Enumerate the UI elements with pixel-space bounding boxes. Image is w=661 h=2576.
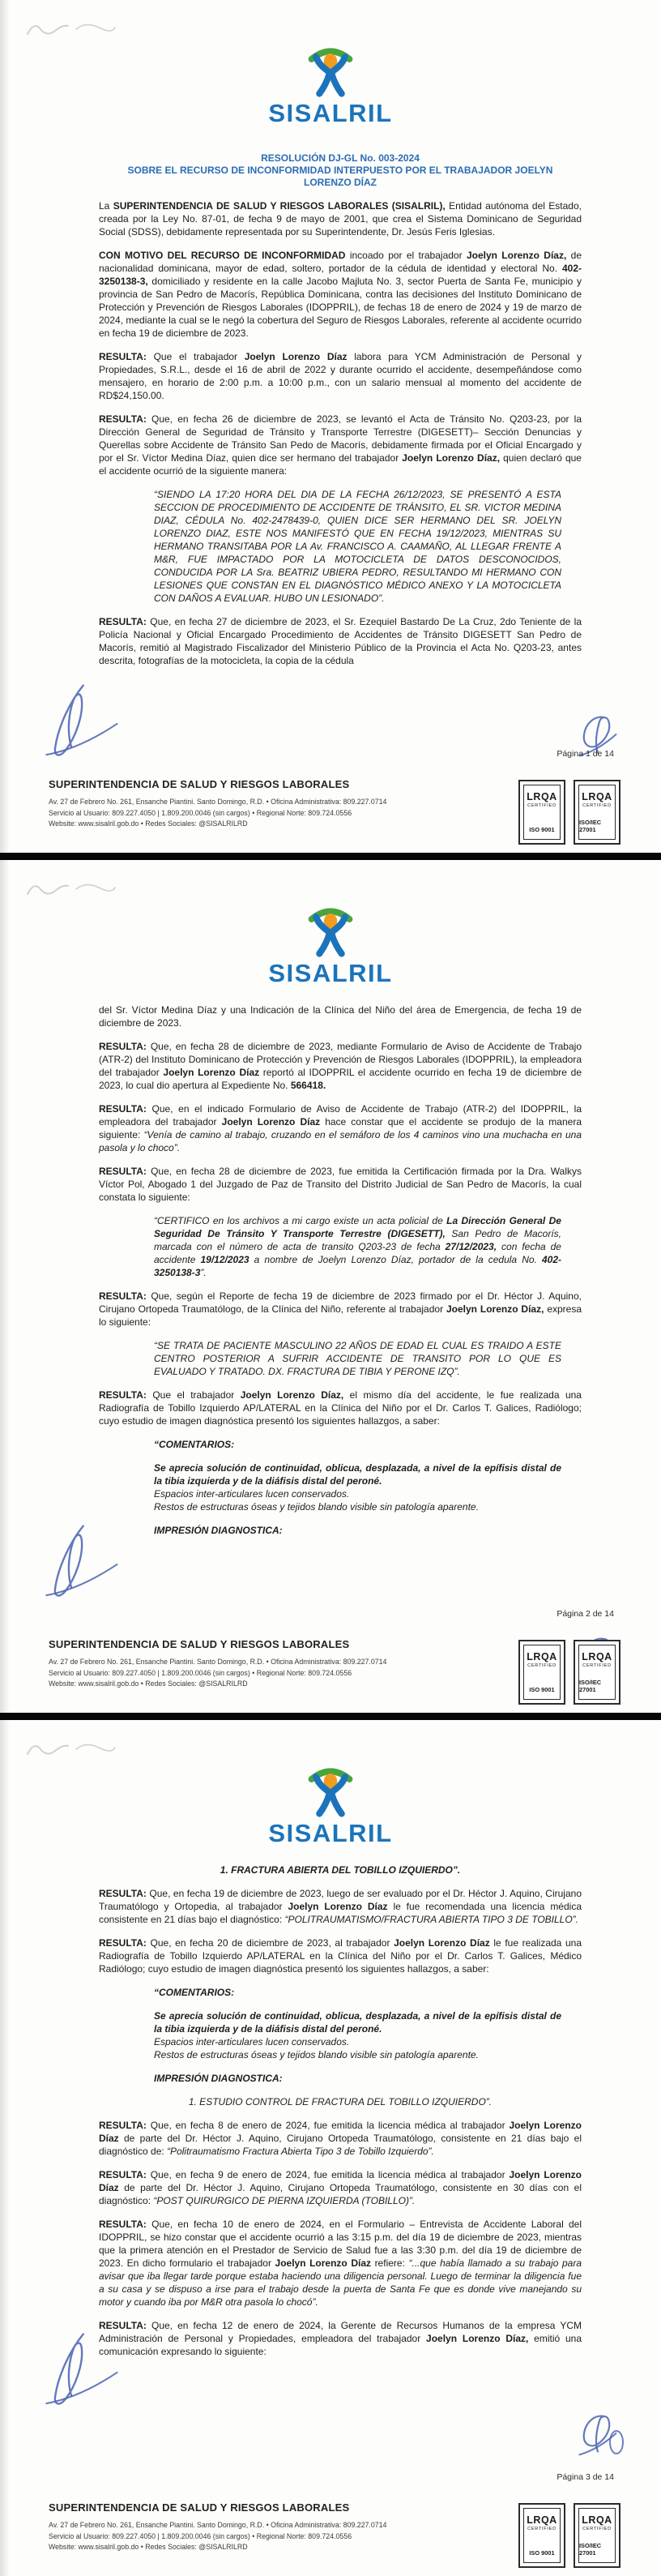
text-run: Que, en fecha 28 de diciembre de 2023, fue emitida la Certificación firmada por la Dra. Walkys Víctor Pol, Abogado 1 del Juzgado de Paz de Transito del Distrito Judicial de San Pedro de Macorís, la cual constata lo siguiente: — [99, 1166, 582, 1203]
block-quote — [154, 1986, 561, 1999]
block-para — [99, 615, 582, 667]
text-line — [99, 165, 582, 177]
document-page — [0, 860, 661, 1713]
text-run: San Pedro de Macorís, marcada con el número de acta de transito Q203-23 de fecha — [154, 1228, 561, 1252]
text-run: Joelyn Lorenzo Díaz, — [466, 250, 567, 261]
badge-brand: LRQA — [527, 1651, 557, 1662]
block-quote — [154, 1214, 561, 1279]
badge-brand: LRQA — [582, 1651, 612, 1662]
footer-address-line: Av. 27 de Febrero No. 261, Ensanche Piantini. Santo Domingo, R.D. • Oficina Administrativa: 809.227.0714 — [49, 1658, 387, 1666]
text-run: Se aprecia solución de continuidad, oblicua, desplazada, a nivel de la epífisis distal de la tibia izquierda y de la diáfisis distal del peroné. — [154, 2010, 561, 2035]
text-run: Que, en fecha 19 de diciembre de 2023, luego de ser evaluado por el Dr. Héctor J. Aquino, Cirujano Traumatólogo y Ortopedia, al trabajador — [99, 1888, 582, 1912]
footer-text-block — [49, 1638, 386, 1690]
page-body — [0, 988, 661, 1537]
text-run: Joelyn Lorenzo Díaz, — [446, 1303, 544, 1315]
pencil-scribble — [23, 873, 120, 901]
badge-cert-name: ISO/IEC 27001 — [579, 2542, 602, 2557]
text-run: del Sr. Víctor Medina Díaz y una Indicación de la Clínica del Niño del área de Emergencia, de fecha 19 de diciembre de 2023. — [99, 1004, 582, 1029]
text-run: “COMENTARIOS: — [154, 1987, 235, 1998]
footer-org-name: SUPERINTENDENCIA DE SALUD Y RIESGOS LABORALES — [49, 2501, 350, 2514]
badge-certified-label: CERTIFIED — [527, 1663, 557, 1668]
text-run: LORENZO DÍAZ — [304, 177, 377, 188]
text-run: 27/12/2023, — [445, 1241, 497, 1252]
text-run: Joelyn Lorenzo Díaz, — [426, 2333, 529, 2344]
text-run: Restos de estructuras óseas y tejidos blando visible sin patología aparente. — [154, 1501, 479, 1513]
pencil-scribble — [23, 1733, 120, 1761]
text-run: RESULTA: — [99, 2320, 147, 2331]
badge-cert-name: ISO 9001 — [529, 2549, 555, 2557]
text-run: La — [99, 200, 113, 212]
page-separator — [0, 853, 661, 860]
badge-cert-name: ISO 9001 — [529, 1686, 555, 1693]
lrqa-iso27001-badge-inner — [578, 2508, 616, 2563]
text-run: IMPRESIÓN DIAGNOSTICA: — [154, 2073, 283, 2084]
text-run: RESOLUCIÓN DJ-GL No. 003-2024 — [261, 152, 420, 164]
block-para — [99, 1389, 582, 1427]
block-para — [99, 249, 582, 340]
text-run: 402-3250138-3 — [154, 1254, 562, 1278]
footer-text-block — [49, 778, 386, 830]
text-run: le fue realizada una Radiografía de Tobillo Izquierdo AP/LATERAL en la Clínica del Niño por el Dr. Carlos T. Galices, Médico Radiólogo; cuyo estudio de imagen diagnóstica presentó los siguientes hallazgos, a saber: — [99, 1937, 582, 1975]
stamp-mark — [604, 2426, 629, 2463]
footer-address-line: Av. 27 de Febrero No. 261, Ensanche Piantini. Santo Domingo, R.D. • Oficina Administrativa: 809.227.0714 — [49, 2521, 387, 2529]
badge-certified-label: CERTIFIED — [582, 2527, 612, 2531]
text-run: Joelyn Lorenzo Díaz — [99, 2120, 582, 2144]
text-run: 19/12/2023 — [200, 1254, 249, 1265]
text-run: “SIENDO LA 17:20 HORA DEL DIA DE LA FECHA 26/12/2023, SE PRESENTÓ A ESTA SECCION DE PROCEDIMIENTO DE ACCIDENTE DE TRÁNSITO, EL SR. VICTOR MEDINA DIAZ, CÉDULA No. 402-2478439-0, QUIEN DICE SER HERMANO DEL SR. JOELYN LORENZO DIAZ, ESTE NOS MANIFESTÓ QUE EN FECHA 19/12/2023, MIENTRAS SU HERMANO TRANSITABA POR LA Av. FRANCISCO A. CAAMAÑO, AL LLEGAR FRENTE A M&R, FUE IMPACTADO POR LA MOTOCICLETA DE DATOS DESCONOCIDOS, CONDUCIDA POR LA Sra. BEATRIZ UBIERA PEDRO, RESULTANDO MI HERMANO CON LESIONES QUE CONSTAN EN EL DIAGNÓSTICO MÉDICO ANEXO Y LA MOTOCICLETA CON DAÑOS A EVALUAR. HUBO UN LESIONADO”. — [154, 489, 561, 604]
text-run: RESULTA: — [99, 1937, 147, 1949]
text-run: hace constar que el accidente se produjo de la manera siguiente: — [99, 1116, 582, 1140]
text-run: incoado por el trabajador — [345, 250, 467, 261]
block-para — [99, 1040, 582, 1092]
lrqa-iso9001-badge-inner — [523, 2508, 561, 2563]
footer-website-line: Website: www.sisalril.gob.do • Redes Sociales: @SISALRILRD — [49, 2543, 248, 2551]
text-run: Joelyn Lorenzo Díaz — [394, 1937, 490, 1949]
text-run: Espacios inter-articulares lucen conservados. — [154, 2036, 350, 2048]
text-run: Joelyn Lorenzo Díaz — [275, 2257, 371, 2269]
text-run: le fue recomendada una licencia médica consistente en 21 días bajo el diagnóstico: — [99, 1901, 582, 1925]
text-run: RESULTA: — [99, 413, 147, 425]
footer-website-line: Website: www.sisalril.gob.do • Redes Sociales: @SISALRILRD — [49, 819, 248, 828]
sisalril-figure-icon — [304, 1762, 357, 1817]
text-line — [154, 2009, 561, 2035]
badge-brand: LRQA — [527, 2514, 557, 2526]
text-run: SUPERINTENDENCIA DE SALUD Y RIESGOS LABORALES (SISALRIL), — [113, 200, 446, 212]
block-para — [99, 1887, 582, 1926]
block-para — [99, 1290, 582, 1329]
sisalril-figure-icon — [304, 902, 357, 957]
text-run: 402-3250138-3, — [99, 263, 582, 287]
sisalril-logo — [0, 42, 661, 128]
text-run: RESULTA: — [99, 2219, 147, 2230]
footer-address-line: Av. 27 de Febrero No. 261, Ensanche Piantini. Santo Domingo, R.D. • Oficina Administrativa: 809.227.0714 — [49, 798, 387, 806]
text-run: CON MOTIVO DEL RECURSO DE INCONFORMIDAD — [99, 250, 346, 261]
text-run: Joelyn Lorenzo Díaz — [99, 2169, 582, 2193]
text-run: emitió una comunicación expresando lo siguiente: — [99, 2333, 582, 2357]
text-run: refiere: — [371, 2257, 409, 2269]
text-run: RESULTA: — [99, 1103, 147, 1115]
resolution-title — [99, 152, 582, 189]
block-quote — [154, 488, 561, 605]
badge-brand: LRQA — [582, 791, 612, 802]
text-run: “...que había llamado a su trabajo para avisar que iba llegar tarde porque estaba haciendo una diligencia personal. Luego de terminar la diligencia fue a su casa y se dispuso a irse para el trabajo desde la puerta de Santa Fe que es donde vive manejando su motor y cuando iba por M&R otra pasola lo chocó”. — [99, 2257, 582, 2308]
footer-phones-line: Servicio al Usuario: 809.227.4050 | 1.809.200.0046 (sin cargos) • Regional Norte: 809.724.0556 — [49, 808, 352, 817]
text-run: de nacionalidad dominicana, mayor de edad, soltero, portador de la cédula de identidad y electoral No. — [99, 250, 582, 274]
block-quote — [154, 1438, 561, 1451]
text-run: Que, en fecha 26 de diciembre de 2023, se levantó el Acta de Tránsito No. Q203-23, por la Dirección General de Seguridad de Tránsito y Transporte Terrestre (DIGESETT)– Sección Denuncias y Querellas sobre Accidente de Tránsito San Pedo de Macorís, debidamente firmada por el Oficial Encargado y por el Sr. Víctor Medina Díaz, quien dice ser hermano del trabajador — [99, 413, 582, 464]
text-run: RESULTA: — [99, 1888, 147, 1899]
badge-certified-label: CERTIFIED — [527, 803, 557, 808]
text-run: “SE TRATA DE PACIENTE MASCULINO 22 AÑOS DE EDAD EL CUAL ES TRAIDO A ESTE CENTRO POSTERIOR A SUFRIR ACCIDENTE DE TRANSITO POR LO QUE ES EVALUADO Y TRATADO. DX. FRACTURA DE TIBIA Y PERONE IZQ”. — [154, 1340, 561, 1377]
sisalril-figure-icon — [304, 42, 357, 97]
page-footer — [49, 1638, 620, 1705]
text-run: el mismo día del accidente, le fue realizada una Radiografía de Tobillo Izquierdo AP/LATERAL en la Clínica del Niño por el Dr. Carlos T. Galices, Radiólogo; cuyo estudio de imagen diagnóstica presentó los siguientes hallazgos, a saber: — [99, 1389, 582, 1427]
text-run: Que el trabajador — [146, 1389, 241, 1401]
page-number: Página 2 de 14 — [557, 1609, 614, 1619]
text-line — [154, 1461, 561, 1487]
document-page — [0, 1720, 661, 2576]
badge-certified-label: CERTIFIED — [582, 1663, 612, 1668]
footer-phones-line: Servicio al Usuario: 809.227.4050 | 1.809.200.0046 (sin cargos) • Regional Norte: 809.724.0556 — [49, 1668, 352, 1677]
text-run: Que, en fecha 9 de enero de 2024, fue emitida la licencia médica al trabajador — [146, 2169, 510, 2180]
page-body — [0, 1848, 661, 2358]
text-run: expresa lo siguiente: — [99, 1303, 582, 1328]
signature-scribble-left — [41, 1518, 122, 1613]
block-para — [99, 350, 582, 402]
text-run: de parte del Dr. Héctor J. Aquino, Cirujano Ortopeda Traumatólogo, consistente en 30 días con el diagnóstico: — [99, 2182, 582, 2206]
badge-cert-name: ISO/IEC 27001 — [579, 1679, 602, 1693]
text-run: Que, en fecha 10 de enero de 2024, en el Formulario – Entrevista de Accidente Laboral del IDOPPRIL, se hizo constar que el accidente ocurrió a las 3:15 p.m. del día 19 de diciembre de 2023, mientras que la primera atención en el Prestador de Servicio de Salud fue a las 3:30 p.m. del día 19 de diciembre de 2023. En dicho formulario el trabajador — [99, 2219, 582, 2269]
text-run: Joelyn Lorenzo Díaz — [288, 1901, 388, 1912]
text-run: “POLITRAUMATISMO/FRACTURA ABIERTA TIPO 3 DE TOBILLO”. — [284, 1914, 578, 1925]
badge-brand: LRQA — [527, 791, 557, 802]
text-run: Restos de estructuras óseas y tejidos blando visible sin patología aparente. — [154, 2049, 479, 2060]
lrqa-iso9001-badge — [518, 2503, 565, 2568]
badge-certified-label: CERTIFIED — [527, 2527, 557, 2531]
block-para — [99, 2168, 582, 2207]
text-run: 566418. — [290, 1080, 326, 1091]
text-run: ”. — [200, 1267, 207, 1278]
text-run: Joelyn Lorenzo Díaz — [163, 1067, 260, 1078]
page-footer — [49, 778, 620, 845]
block-para — [99, 1936, 582, 1975]
block-para — [99, 413, 582, 477]
text-run: Que el trabajador — [146, 351, 245, 362]
text-run: con fecha de accidente — [154, 1241, 561, 1265]
text-line — [154, 2048, 561, 2061]
text-run: RESULTA: — [99, 616, 147, 627]
page-number: Página 3 de 14 — [557, 2472, 614, 2482]
lrqa-iso27001-badge — [574, 780, 620, 845]
text-run: RESULTA: — [99, 1041, 147, 1052]
block-para — [99, 2119, 582, 2158]
text-run: labora para YCM Administración de Personal y Propiedades, S.R.L., desde el 16 de abril de 2022 y durante ocurrido el accidente, desempeñándose como mensajero, en horario de 2:00 p.m. a 10:00 p.m., con un salario mensual al momento del accidente de RD$24,150.00. — [99, 351, 582, 401]
text-run: RESULTA: — [99, 1290, 147, 1302]
block-quote — [154, 1524, 561, 1537]
lrqa-iso27001-badge — [574, 1640, 620, 1705]
text-run: IMPRESIÓN DIAGNOSTICA: — [154, 1525, 283, 1536]
block-para — [99, 1102, 582, 1154]
text-run: 1. ESTUDIO CONTROL DE FRACTURA DEL TOBILLO IZQUIERDO”. — [188, 2096, 493, 2107]
block-para — [99, 1165, 582, 1204]
block-quote — [154, 2009, 561, 2061]
lrqa-iso9001-badge — [518, 1640, 565, 1705]
footer-org-name: SUPERINTENDENCIA DE SALUD Y RIESGOS LABORALES — [49, 1638, 350, 1650]
block-para — [99, 1003, 582, 1029]
block-quote — [154, 1461, 561, 1513]
text-line — [99, 152, 582, 165]
sisalril-logo — [0, 902, 661, 988]
text-run: Que, en fecha 8 de enero de 2024, fue emitida la licencia médica al trabajador — [146, 2120, 510, 2131]
block-para — [99, 2319, 582, 2358]
badge-cert-name: ISO 9001 — [529, 826, 555, 833]
text-run: RESULTA: — [99, 1166, 147, 1177]
text-run: Entidad autónoma del Estado, creada por la Ley No. 87-01, de fecha 9 de mayo de 2001, que crea el Sistema Dominicano de Seguridad Social (SDSS), debidamente representada por su Superintendente, Dr. Jesús Feris Iglesias. — [99, 200, 582, 237]
sisalril-logo — [0, 1762, 661, 1848]
badge-brand: LRQA — [582, 2514, 612, 2526]
text-line — [154, 1487, 561, 1500]
text-line — [154, 1500, 561, 1513]
footer-phones-line: Servicio al Usuario: 809.227.4050 | 1.809.200.0046 (sin cargos) • Regional Norte: 809.724.0556 — [49, 2531, 352, 2540]
text-run: Que, en el indicado Formulario de Aviso de Accidente de Trabajo (ATR-2) del IDOPPRIL, la empleadora del trabajador — [99, 1103, 582, 1128]
footer-text-block — [49, 2501, 386, 2553]
text-run: “Politraumatismo Fractura Abierta Tipo 3 de Tobillo Izquierdo”. — [167, 2146, 434, 2157]
signature-scribble-left — [41, 678, 122, 772]
signature-scribble-left — [41, 2326, 122, 2421]
text-run: La Dirección General De Seguridad De Tránsito Y Transporte Terrestre (DIGESETT), — [154, 1215, 561, 1239]
block-qhead — [99, 1864, 582, 1876]
block-quote — [154, 1339, 561, 1378]
page-body — [0, 128, 661, 667]
page-separator — [0, 1713, 661, 1720]
text-run: RESULTA: — [99, 1389, 147, 1401]
lrqa-iso9001-badge — [518, 780, 565, 845]
text-run: “CERTIFICO en los archivos a mi cargo existe un acta policial de — [154, 1215, 447, 1226]
page-footer — [49, 2501, 620, 2568]
document-page — [0, 0, 661, 853]
text-run: Joelyn Lorenzo Díaz — [244, 351, 348, 362]
lrqa-iso27001-badge-inner — [578, 1645, 616, 1700]
text-run: “POST QUIRURGICO DE PIERNA IZQUIERDA (TOBILLO)”. — [153, 2195, 416, 2206]
lrqa-iso9001-badge-inner — [523, 785, 561, 840]
text-run: SOBRE EL RECURSO DE INCONFORMIDAD INTERPUESTO POR EL TRABAJADOR JOELYN — [127, 165, 553, 176]
sisalril-wordmark: SISALRIL — [268, 959, 393, 987]
block-qhead — [99, 2095, 582, 2108]
certification-badges — [518, 1640, 620, 1705]
text-run: Que, según el Reporte de fecha 19 de diciembre de 2023 firmado por el Dr. Héctor J. Aquino, Cirujano Ortopeda Traumatólogo, de la Clínica del Niño, referente al trabajador — [99, 1290, 582, 1315]
text-run: RESULTA: — [99, 2169, 147, 2180]
footer-website-line: Website: www.sisalril.gob.do • Redes Sociales: @SISALRILRD — [49, 1680, 248, 1688]
text-run: Que, en fecha 28 de diciembre de 2023, mediante Formulario de Aviso de Accidente de Trabajo (ATR-2) del Instituto Dominicano de Protección y Prevención de Riesgos Laborales (IDOPPRIL), la empleadora del trabajador — [99, 1041, 582, 1078]
text-run: Joelyn Lorenzo Díaz — [221, 1116, 321, 1128]
sisalril-wordmark: SISALRIL — [268, 99, 393, 127]
text-line — [154, 2035, 561, 2048]
text-run: Que, en fecha 27 de diciembre de 2023, el Sr. Ezequiel Bastardo De La Cruz, 2do Teniente de la Policía Nacional y Oficial Encargado Procedimiento de Accidentes de Tránsito DIGESETT San Pedro de Macorís, remitió al Magistrado Fiscalizador del Ministerio Público de la Provincia el Acta No. Q203-23, antes descrita, fotografías de la motocicleta, la copia de la cédula — [99, 616, 582, 666]
text-run: Joelyn Lorenzo Díaz, — [240, 1389, 344, 1401]
text-run: reportó al IDOPPRIL el accidente ocurrido en fecha 19 de diciembre de 2023, lo cual dio apertura al Expediente No. — [99, 1067, 582, 1091]
text-run: Se aprecia solución de continuidad, oblicua, desplazada, a nivel de la epífisis distal de la tibia izquierda y de la diáfisis distal del peroné. — [154, 1462, 561, 1487]
badge-certified-label: CERTIFIED — [582, 803, 612, 808]
lrqa-iso9001-badge-inner — [523, 1645, 561, 1700]
text-run: “Venía de camino al trabajo, cruzando en el semáforo de los 4 caminos vino una muchacha en una pasola y lo choco”. — [99, 1129, 582, 1153]
block-para — [99, 2218, 582, 2309]
block-para — [99, 199, 582, 238]
text-run: RESULTA: — [99, 2120, 147, 2131]
text-run: quien declaró que el accidente ocurrió de la siguiente manera: — [99, 452, 582, 477]
pencil-scribble — [23, 13, 120, 41]
text-run: domiciliado y residente en la calle Jacobo Majluta No. 3, sector Puerta de Santa Fe, municipio y provincia de San Pedro de Macorís, República Dominicana, contra las decisiones del Instituto Dominicano de Protección y Prevención de Riesgos Laborales (IDOPPRIL), de fechas 18 de enero de 2024 y 19 de marzo de 2024, mediante la cual se le negó la cobertura del Seguro de Riesgos Laborales, referente al accidente ocurrido en fecha 19 de diciembre de 2023. — [99, 276, 582, 339]
footer-org-name: SUPERINTENDENCIA DE SALUD Y RIESGOS LABORALES — [49, 778, 350, 790]
text-run: Que, en fecha 20 de diciembre de 2023, al trabajador — [146, 1937, 394, 1949]
certification-badges — [518, 780, 620, 845]
sisalril-wordmark: SISALRIL — [268, 1819, 393, 1847]
text-line — [99, 177, 582, 189]
text-run: Espacios inter-articulares lucen conservados. — [154, 1488, 350, 1500]
text-run: “COMENTARIOS: — [154, 1439, 235, 1450]
badge-cert-name: ISO/IEC 27001 — [579, 819, 602, 833]
text-run: Joelyn Lorenzo Díaz, — [402, 452, 501, 464]
block-quote — [154, 2072, 561, 2085]
page-number: Página 1 de 14 — [557, 749, 614, 759]
lrqa-iso27001-badge-inner — [578, 785, 616, 840]
text-run: a nombre de Joelyn Lorenzo Díaz, portador de la cedula No. — [249, 1254, 542, 1265]
lrqa-iso27001-badge — [574, 2503, 620, 2568]
certification-badges — [518, 2503, 620, 2568]
text-run: Que, en fecha 12 de enero de 2024, la Gerente de Recursos Humanos de la empresa YCM Administración de Personal y Propiedades, empleadora del trabajador — [99, 2320, 582, 2344]
text-run: 1. FRACTURA ABIERTA DEL TOBILLO IZQUIERDO”. — [220, 1864, 461, 1876]
text-run: RESULTA: — [99, 351, 147, 362]
text-run: de parte del Dr. Héctor J. Aquino, Cirujano Ortopeda Traumatólogo, consistente en 21 días bajo el diagnóstico de: — [99, 2133, 582, 2157]
